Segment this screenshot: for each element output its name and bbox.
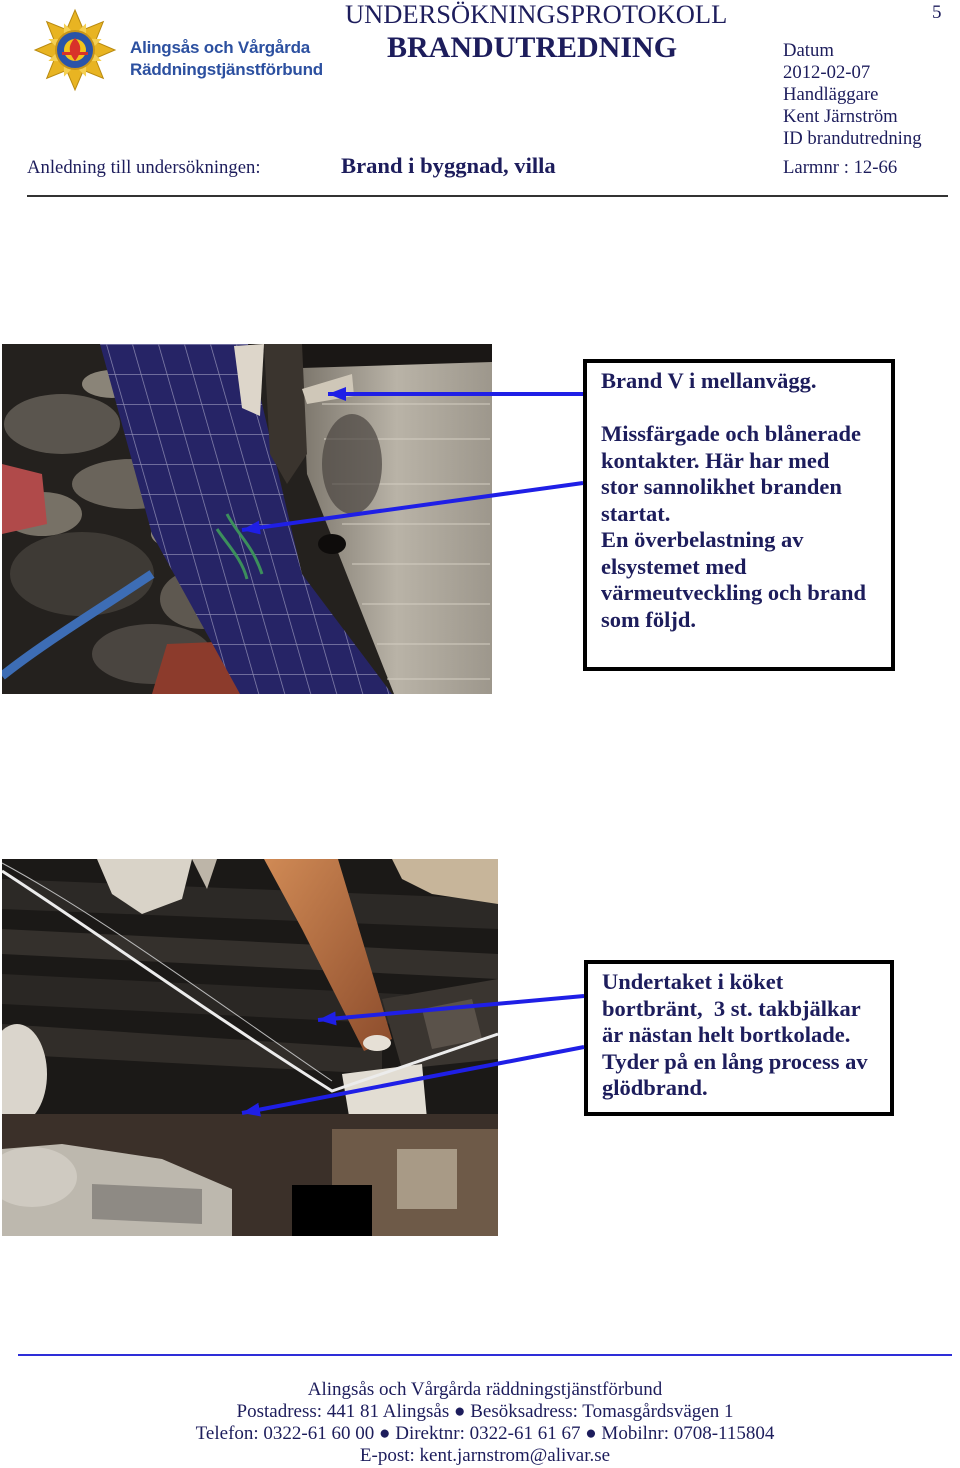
caption-box-ceiling [584,960,894,1116]
footer-address: Postadress: 441 81 Alingsås ● Besöksadress: Tomasgårdsvägen 1 [236,1401,734,1422]
logo-wordmark [130,37,323,81]
kitchen-below [2,1114,498,1236]
footer-email: E-post: kent.jarnstrom@alivar.se [359,1445,611,1466]
footer-organization: Alingsås och Vårgårda räddningstjänstförbund [307,1379,663,1400]
caption-line: stor sannolikhet branden [601,474,842,499]
caption-line: värmeutveckling och brand [601,580,867,605]
footer-phone: Telefon: 0322-61 60 00 ● Direktnr: 0322-61 61 67 ● Mobilnr: 0708-115804 [195,1423,775,1444]
caption-line: startat. [601,500,671,526]
caption-line: bortbränt, 3 st. takbjälkar [602,995,861,1021]
document-subtitle: BRANDUTREDNING [387,31,678,64]
investigation-id-label: ID brandutredning [783,128,922,149]
caption-box-wall [583,359,895,671]
handler-value: Kent Järnström [783,106,898,127]
caption-line: Undertaket i köket [602,969,784,994]
logo-line-2: Räddningstjänstförbund [130,60,323,79]
page-number: 5 [932,2,942,23]
document-title: UNDERSÖKNINGSPROTOKOLL [345,0,728,29]
caption-paragraph [601,421,891,633]
document-meta [783,40,922,150]
caption-line: Missfärgade och blånerade [601,421,861,446]
alarm-number: Larmnr : 12-66 [783,157,898,178]
caption-paragraph [601,368,891,395]
reason-value: Brand i byggnad, villa [341,153,556,178]
date-value: 2012-02-07 [783,62,871,83]
handler-label: Handläggare [783,84,879,105]
logo-line-1: Alingsås och Vårgårda [130,38,311,57]
caption-line: Tyder på en lång process av [602,1048,868,1074]
date-label: Datum [783,40,834,61]
photo-wall [2,344,492,694]
caption-line: elsystemet med [601,553,747,579]
logo-emblem-icon [33,8,117,92]
reason-label: Anledning till undersökningen: [27,157,261,178]
photo-ceiling [2,859,498,1236]
footer [10,1379,960,1467]
caption-line: En överbelastning av [601,527,804,552]
caption-line: kontakter. Här har med [601,447,830,473]
caption-line: är nästan helt bortkolade. [602,1022,851,1047]
caption-line: glödbrand. [602,1075,708,1100]
footer-divider [18,1354,952,1356]
caption-line: Brand V i mellanvägg. [601,368,817,393]
caption-line: som följd. [601,606,696,632]
header-divider [27,195,948,197]
caption-paragraph [602,969,890,1102]
